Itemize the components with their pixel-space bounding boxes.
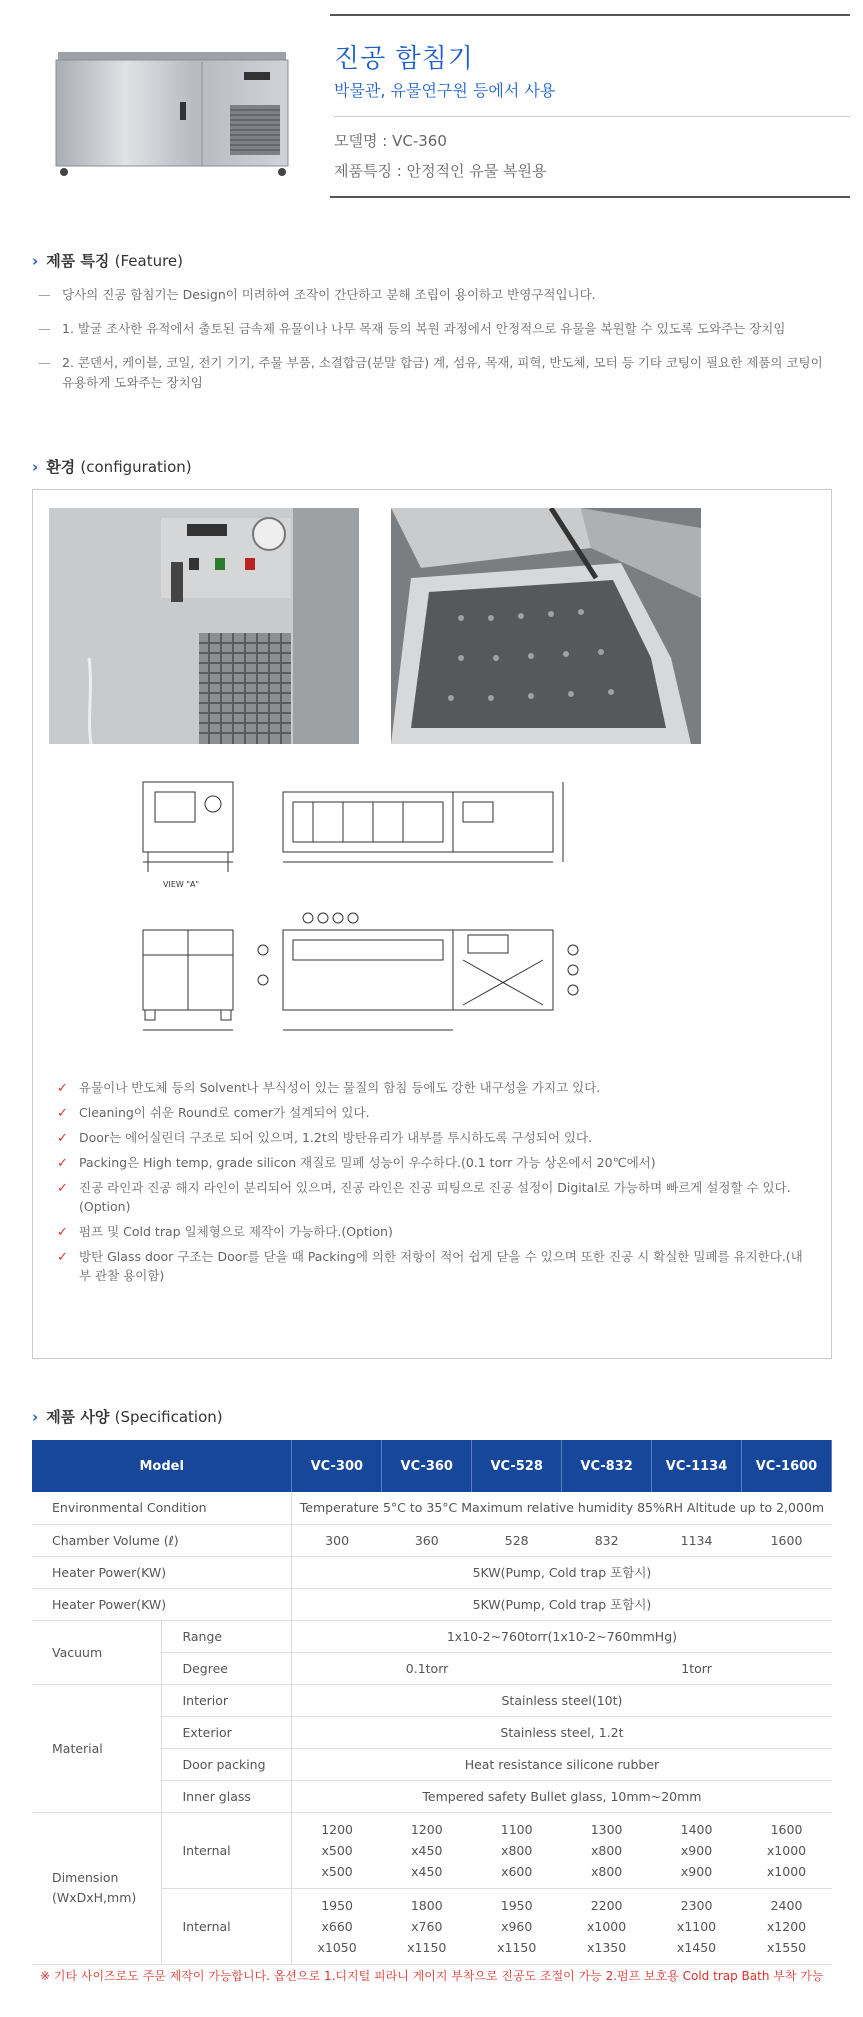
table-row: Inner glass Tempered safety Bullet glass, 10mm~20mm xyxy=(32,1780,832,1812)
model-label: 모델명 xyxy=(334,132,378,150)
spec-table xyxy=(32,1440,832,1965)
list-item: ✓ 유물이나 반도체 등의 Solvent나 부식성이 있는 물질의 함침 등에도 강한 내구성을 가지고 있다. xyxy=(57,1080,601,1096)
table-header-row xyxy=(32,1440,832,1492)
config-heading: › 환경 (configuration) xyxy=(32,458,192,476)
product-header xyxy=(0,0,863,210)
check-icon: ✓ xyxy=(57,1250,68,1265)
feature-list xyxy=(38,285,838,407)
column-header: VC-832 xyxy=(562,1440,652,1492)
model-line: 모델명 : VC-360 xyxy=(334,132,447,150)
feature-value: 안정적인 유물 복원용 xyxy=(406,162,547,180)
table-row: Dimension (WxDxH,mm) Internal 1200 x500 x500 1200 x450 x450 1100 x800 x600 1300 x800 x800 1400 x900 x900 1600 x1000 x1000 xyxy=(32,1812,832,1888)
check-icon: ✓ xyxy=(57,1081,68,1096)
spec-note: ※ 기타 사이즈로도 주문 제작이 가능합니다. 옵션으로 1.디지털 피라니 게이지 부착으로 진공도 조절이 가능 2.펌프 보호용 Cold trap Bath 부착 가능 xyxy=(40,1969,824,1983)
product-machine-image xyxy=(52,50,292,178)
feature-heading: › 제품 특징 (Feature) xyxy=(32,252,183,270)
check-icon: ✓ xyxy=(57,1131,68,1146)
chevron-right-icon: › xyxy=(32,458,39,476)
chevron-right-icon: › xyxy=(32,1408,39,1426)
list-item: ✓ Door는 에어실린더 구조로 되어 있으며, 1.2t의 방탄유리가 내부를 투시하도록 구성되어 있다. xyxy=(57,1130,593,1146)
column-header: Model xyxy=(32,1440,292,1492)
model-value: VC-360 xyxy=(392,132,447,150)
page-title: 진공 함침기 xyxy=(334,44,474,74)
spec-heading: › 제품 사양 (Specification) xyxy=(32,1408,223,1426)
table-row: Environmental Condition Temperature 5°C to 35°C Maximum relative humidity 85%RH Altitude up to 2,000m xyxy=(32,1492,832,1524)
table-row: Heater Power(KW) 5KW(Pump, Cold trap 포함시) xyxy=(32,1588,832,1620)
config-box xyxy=(32,489,832,1359)
control-panel-photo xyxy=(49,508,359,744)
product-info-panel xyxy=(330,14,850,198)
table-row: Door packing Heat resistance silicone rubber xyxy=(32,1748,832,1780)
chamber-interior-photo xyxy=(391,508,701,744)
technical-drawing-top xyxy=(133,762,593,892)
page-subtitle: 박물관, 유물연구원 등에서 사용 xyxy=(334,81,556,100)
feature-line: 제품특징 : 안정적인 유물 복원용 xyxy=(334,162,547,180)
config-list xyxy=(51,1078,811,1285)
column-header: VC-300 xyxy=(292,1440,382,1492)
technical-drawing-bottom xyxy=(133,910,593,1040)
divider xyxy=(334,116,850,117)
check-icon: ✓ xyxy=(57,1225,68,1240)
table-row: Chamber Volume (ℓ) 300 360 528 832 1134 1600 xyxy=(32,1524,832,1556)
column-header: VC-528 xyxy=(472,1440,562,1492)
list-item: ✓ 진공 라인과 진공 해지 라인이 분리되어 있으며, 진공 라인은 진공 피팅으로 진공 설정이 Digital로 가능하며 빠르게 설정할 수 있다.(Option) xyxy=(57,1180,791,1214)
list-item: ✓ 방탄 Glass door 구조는 Door를 닫을 때 Packing에 의한 저항이 적어 쉽게 닫을 수 있으며 또한 진공 시 확실한 밀폐를 유지한다.(내부 관찰 용이함) xyxy=(57,1249,803,1283)
check-icon: ✓ xyxy=(57,1106,68,1121)
check-icon: ✓ xyxy=(57,1156,68,1171)
check-icon: ✓ xyxy=(57,1181,68,1196)
column-header: VC-1134 xyxy=(652,1440,742,1492)
feature-label: 제품특징 xyxy=(334,162,392,180)
table-row: Material Interior Stainless steel(10t) xyxy=(32,1684,832,1716)
table-row: Exterior Stainless steel, 1.2t xyxy=(32,1716,832,1748)
list-item: — 1. 발굴 조사한 유적에서 출토된 금속제 유물이나 나무 목재 등의 복원 과정에서 안정적으로 유물을 복원할 수 있도록 도와주는 장치임 xyxy=(38,321,786,336)
list-item: — 2. 콘덴서, 케이블, 코일, 전기 기기, 주물 부품, 소결합금(분말 합금) 계, 섬유, 목재, 피혁, 반도체, 모터 등 기타 코팅이 필요한 제품의 코팅이 유용하게 도와주는 장치임 xyxy=(38,355,823,390)
table-row: Vacuum Range 1x10-2~760torr(1x10-2~760mmHg) xyxy=(32,1620,832,1652)
column-header: VC-360 xyxy=(382,1440,472,1492)
column-header: VC-1600 xyxy=(742,1440,832,1492)
list-item: — 당사의 진공 함침기는 Design이 미려하여 조작이 간단하고 분해 조립이 용이하고 반영구적입니다. xyxy=(38,287,596,302)
list-item: ✓ Packing은 High temp, grade silicon 재질로 밀폐 성능이 우수하다.(0.1 torr 가능 상온에서 20℃에서) xyxy=(57,1155,656,1171)
list-item: ✓ Cleaning이 쉬운 Round로 comer가 설계되어 있다. xyxy=(57,1105,370,1121)
drawing-label: VIEW "A" xyxy=(163,880,200,889)
chevron-right-icon: › xyxy=(32,252,39,270)
list-item: ✓ 펌프 및 Cold trap 일체형으로 제작이 가능하다.(Option) xyxy=(57,1224,393,1240)
table-row: Degree 0.1torr 1torr xyxy=(32,1652,832,1684)
table-row: Internal 1950 x660 x1050 1800 x760 x1150 1950 x960 x1150 2200 x1000 x1350 2300 x1100 x1450 2400 x1200 x1550 xyxy=(32,1888,832,1964)
table-row: Heater Power(KW) 5KW(Pump, Cold trap 포함시) xyxy=(32,1556,832,1588)
